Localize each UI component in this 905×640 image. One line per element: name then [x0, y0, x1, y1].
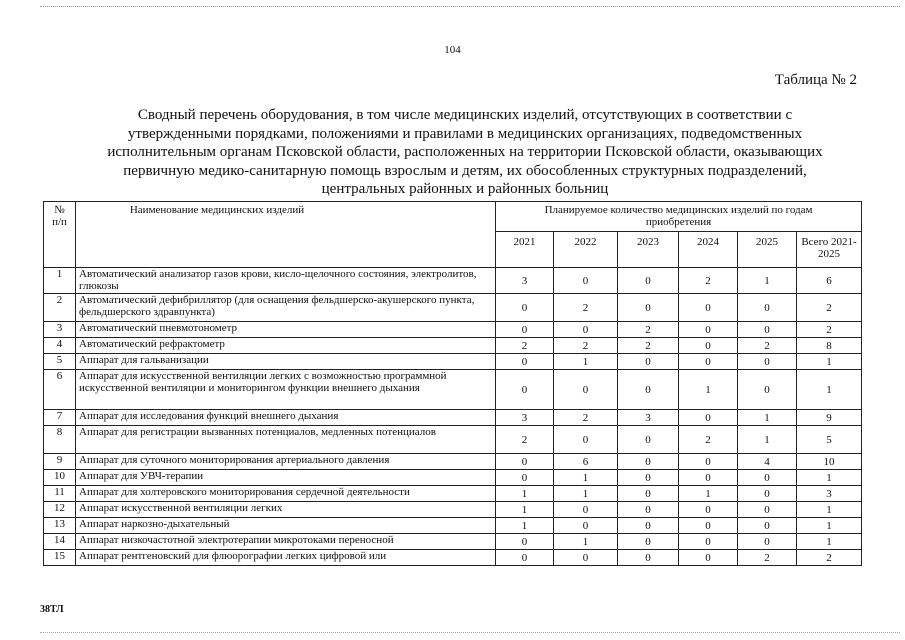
row-year-value: 0 — [554, 550, 618, 566]
row-year-value: 0 — [554, 370, 618, 410]
header-year: 2025 — [738, 232, 797, 268]
row-number: 10 — [44, 470, 76, 486]
row-year-value: 0 — [496, 534, 554, 550]
row-item-name: Аппарат для УВЧ-терапии — [76, 470, 496, 486]
row-year-value: 1 — [554, 354, 618, 370]
row-year-value: 1 — [554, 486, 618, 502]
row-year-value: 0 — [496, 294, 554, 322]
table-row — [44, 370, 862, 410]
table-row — [44, 518, 862, 534]
row-year-value: 2 — [738, 550, 797, 566]
row-year-value: 2 — [554, 294, 618, 322]
row-total-value: 1 — [797, 354, 862, 370]
row-year-value: 0 — [554, 268, 618, 294]
row-number: 15 — [44, 550, 76, 566]
row-year-value: 0 — [618, 550, 679, 566]
row-year-value: 1 — [738, 426, 797, 454]
row-total-value: 5 — [797, 426, 862, 454]
row-total-value: 6 — [797, 268, 862, 294]
row-number: 1 — [44, 268, 76, 294]
header-year: 2022 — [554, 232, 618, 268]
row-item-name: Аппарат для регистрации вызванных потенциалов, медленных потенциалов — [76, 426, 496, 454]
row-year-value: 1 — [679, 486, 738, 502]
equipment-table — [43, 201, 862, 566]
row-number: 3 — [44, 322, 76, 338]
row-number: 6 — [44, 370, 76, 410]
header-name: Наименование медицинских изделий — [76, 202, 496, 268]
row-item-name: Автоматический дефибриллятор (для оснащения фельдшерско-акушерского пункта, фельдшерского здравпункта) — [76, 294, 496, 322]
row-year-value: 2 — [679, 268, 738, 294]
row-item-name: Автоматический рефрактометр — [76, 338, 496, 354]
row-item-name: Аппарат рентгеновский для флюорографии легких цифровой или — [76, 550, 496, 566]
title-line: исполнительным органам Псковской области, расположенных на территории Псковской области, оказывающих — [107, 144, 823, 160]
row-total-value: 10 — [797, 454, 862, 470]
row-year-value: 0 — [679, 338, 738, 354]
document-title — [70, 106, 860, 199]
row-year-value: 0 — [496, 470, 554, 486]
row-year-value: 3 — [618, 410, 679, 426]
row-total-value: 1 — [797, 534, 862, 550]
row-year-value: 0 — [618, 354, 679, 370]
table-header-row — [44, 202, 862, 232]
row-year-value: 0 — [679, 534, 738, 550]
table-row — [44, 410, 862, 426]
row-year-value: 2 — [496, 426, 554, 454]
row-number: 8 — [44, 426, 76, 454]
row-year-value: 1 — [496, 486, 554, 502]
page-number: 104 — [444, 44, 461, 56]
row-item-name: Автоматический анализатор газов крови, кисло-щелочного состояния, электролитов, глюкозы — [76, 268, 496, 294]
row-year-value: 6 — [554, 454, 618, 470]
row-item-name: Аппарат для холтеровского мониторирования сердечной деятельности — [76, 486, 496, 502]
header-year: 2024 — [679, 232, 738, 268]
row-total-value: 1 — [797, 502, 862, 518]
scan-artifact-top — [40, 6, 900, 7]
row-year-value: 3 — [496, 410, 554, 426]
row-year-value: 0 — [738, 534, 797, 550]
scan-artifact-bottom — [40, 632, 900, 633]
row-number: 14 — [44, 534, 76, 550]
row-year-value: 1 — [738, 268, 797, 294]
row-year-value: 0 — [679, 322, 738, 338]
row-total-value: 9 — [797, 410, 862, 426]
row-year-value: 0 — [618, 486, 679, 502]
table-row — [44, 338, 862, 354]
table-row — [44, 502, 862, 518]
row-year-value: 0 — [554, 426, 618, 454]
row-year-value: 2 — [554, 338, 618, 354]
table-row — [44, 550, 862, 566]
row-year-value: 0 — [618, 518, 679, 534]
row-year-value: 0 — [738, 486, 797, 502]
header-year: 2023 — [618, 232, 679, 268]
row-year-value: 2 — [554, 410, 618, 426]
row-year-value: 0 — [554, 322, 618, 338]
row-year-value: 0 — [618, 454, 679, 470]
table-row — [44, 268, 862, 294]
row-item-name: Аппарат для искусственной вентиляции легких с возможностью программной искусственной вентиляции и мониторингом функции внешнего дыхания — [76, 370, 496, 410]
row-number: 2 — [44, 294, 76, 322]
row-year-value: 0 — [554, 518, 618, 534]
row-year-value: 1 — [496, 502, 554, 518]
row-year-value: 0 — [679, 410, 738, 426]
row-year-value: 0 — [618, 534, 679, 550]
row-year-value: 1 — [554, 470, 618, 486]
title-line: утвержденными порядками, положениями и правилами в медицинских организациях, подведомственных — [127, 125, 803, 142]
table-row — [44, 486, 862, 502]
row-item-name: Аппарат искусственной вентиляции легких — [76, 502, 496, 518]
row-year-value: 0 — [738, 354, 797, 370]
title-line: первичную медико-санитарную помощь взрослым и детям, их обособленных структурных подразделений, — [123, 162, 807, 179]
row-total-value: 2 — [797, 550, 862, 566]
row-year-value: 0 — [738, 518, 797, 534]
title-line: центральных районных и районных больниц — [321, 181, 609, 197]
row-year-value: 1 — [554, 534, 618, 550]
row-year-value: 0 — [496, 454, 554, 470]
row-number: 5 — [44, 354, 76, 370]
row-item-name: Аппарат низкочастотной электротерапии микротоками переносной — [76, 534, 496, 550]
table-row — [44, 426, 862, 454]
row-year-value: 1 — [496, 518, 554, 534]
row-year-value: 2 — [496, 338, 554, 354]
row-year-value: 1 — [738, 410, 797, 426]
table-row — [44, 322, 862, 338]
row-total-value: 1 — [797, 370, 862, 410]
row-year-value: 0 — [679, 470, 738, 486]
row-item-name: Аппарат для гальванизации — [76, 354, 496, 370]
header-number: № п/п — [44, 202, 76, 268]
row-year-value: 0 — [679, 518, 738, 534]
row-year-value: 0 — [738, 322, 797, 338]
row-year-value: 0 — [496, 550, 554, 566]
table-row — [44, 454, 862, 470]
header-year: 2021 — [496, 232, 554, 268]
row-year-value: 0 — [738, 294, 797, 322]
row-year-value: 4 — [738, 454, 797, 470]
row-item-name: Автоматический пневмотонометр — [76, 322, 496, 338]
table-label: Таблица № 2 — [774, 72, 857, 88]
row-year-value: 0 — [618, 268, 679, 294]
row-year-value: 0 — [738, 470, 797, 486]
row-year-value: 2 — [679, 426, 738, 454]
row-number: 9 — [44, 454, 76, 470]
row-year-value: 0 — [679, 502, 738, 518]
row-year-value: 0 — [618, 470, 679, 486]
row-year-value: 0 — [679, 550, 738, 566]
row-year-value: 0 — [496, 322, 554, 338]
table-row — [44, 294, 862, 322]
row-total-value: 8 — [797, 338, 862, 354]
row-year-value: 1 — [679, 370, 738, 410]
row-year-value: 0 — [496, 370, 554, 410]
row-year-value: 0 — [679, 294, 738, 322]
row-total-value: 1 — [797, 518, 862, 534]
row-item-name: Аппарат для суточного мониторирования артериального давления — [76, 454, 496, 470]
title-line: Сводный перечень оборудования, в том числе медицинских изделий, отсутствующих в соответствии с — [137, 107, 793, 123]
row-year-value: 0 — [618, 502, 679, 518]
row-number: 7 — [44, 410, 76, 426]
row-year-value: 2 — [618, 322, 679, 338]
table-row — [44, 354, 862, 370]
table-row — [44, 534, 862, 550]
row-year-value: 2 — [618, 338, 679, 354]
row-item-name: Аппарат наркозно-дыхательный — [76, 518, 496, 534]
table-row — [44, 470, 862, 486]
row-year-value: 0 — [496, 354, 554, 370]
row-total-value: 2 — [797, 294, 862, 322]
row-year-value: 0 — [738, 370, 797, 410]
row-total-value: 2 — [797, 322, 862, 338]
footer-code: 38ТЛ — [40, 604, 64, 615]
row-year-value: 0 — [679, 454, 738, 470]
row-year-value: 2 — [738, 338, 797, 354]
header-total: Всего 2021-2025 — [797, 232, 862, 268]
row-number: 4 — [44, 338, 76, 354]
row-year-value: 0 — [738, 502, 797, 518]
row-number: 12 — [44, 502, 76, 518]
row-year-value: 0 — [618, 426, 679, 454]
row-number: 13 — [44, 518, 76, 534]
row-year-value: 0 — [618, 370, 679, 410]
header-group: Планируемое количество медицинских изделий по годам приобретения — [496, 202, 862, 232]
row-total-value: 3 — [797, 486, 862, 502]
row-total-value: 1 — [797, 470, 862, 486]
row-item-name: Аппарат для исследования функций внешнего дыхания — [76, 410, 496, 426]
row-year-value: 0 — [679, 354, 738, 370]
row-year-value: 0 — [618, 294, 679, 322]
row-year-value: 0 — [554, 502, 618, 518]
row-year-value: 3 — [496, 268, 554, 294]
row-number: 11 — [44, 486, 76, 502]
